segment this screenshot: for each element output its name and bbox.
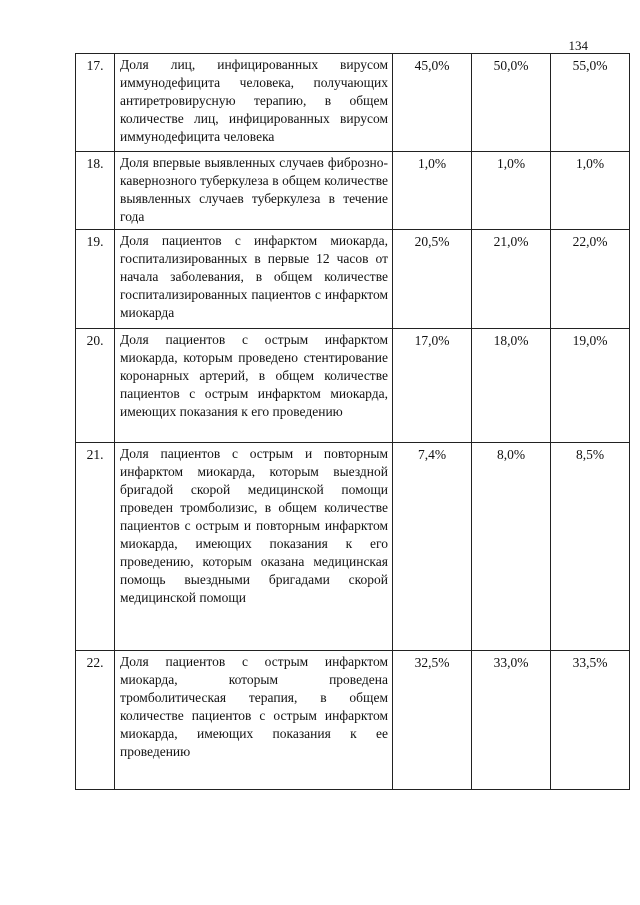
row-description bbox=[115, 329, 393, 443]
value-col-3: 33,5% bbox=[551, 651, 630, 790]
row-description-text: Доля пациентов с острым инфарктом миокарда, которым проведена тромболитическая терапия, в общем количестве пациентов с острым инфарктом миокарда, имеющих показания к ее проведению bbox=[120, 654, 388, 759]
value-col-3: 8,5% bbox=[551, 443, 630, 651]
table-row bbox=[76, 152, 630, 230]
row-description bbox=[115, 651, 393, 790]
value-col-3: 19,0% bbox=[551, 329, 630, 443]
value-col-2: 18,0% bbox=[472, 329, 551, 443]
row-description bbox=[115, 54, 393, 152]
row-number: 19. bbox=[76, 230, 115, 329]
value-col-2: 33,0% bbox=[472, 651, 551, 790]
table-row bbox=[76, 651, 630, 790]
row-description-text: Доля пациентов с острым и повторным инфарктом миокарда, которым выездной бригадой скорой медицинской помощи проведен тромболизис, в общем количестве пациентов с острым и повторным инфарктом миокарда, имеющих показания к его проведению, которым оказана медицинская помощь выездными бригадами скорой медицинской помощи bbox=[120, 446, 388, 605]
row-description bbox=[115, 443, 393, 651]
value-col-3: 1,0% bbox=[551, 152, 630, 230]
row-description-text: Доля пациентов с инфарктом миокарда, госпитализированных в первые 12 часов от начала заболевания, в общем количестве госпитализированных пациентов с инфарктом миокарда bbox=[120, 233, 388, 320]
value-col-1: 17,0% bbox=[393, 329, 472, 443]
row-description-text: Доля пациентов с острым инфарктом миокарда, которым проведено стентирование коронарных артерий, в общем количестве пациентов с острым инфарктом миокарда, имеющих показания к его проведению bbox=[120, 332, 388, 419]
value-col-3: 55,0% bbox=[551, 54, 630, 152]
row-description-text: Доля впервые выявленных случаев фиброзно-кавернозного туберкулеза в общем количестве выявленных случаев туберкулеза в течение года bbox=[120, 155, 388, 224]
page-number: 134 bbox=[568, 38, 588, 53]
value-col-2: 8,0% bbox=[472, 443, 551, 651]
table-row bbox=[76, 230, 630, 329]
value-col-3: 22,0% bbox=[551, 230, 630, 329]
value-col-1: 45,0% bbox=[393, 54, 472, 152]
value-col-1: 7,4% bbox=[393, 443, 472, 651]
table-row bbox=[76, 443, 630, 651]
value-col-2: 50,0% bbox=[472, 54, 551, 152]
row-number: 17. bbox=[76, 54, 115, 152]
value-col-2: 1,0% bbox=[472, 152, 551, 230]
row-description-text: Доля лиц, инфицированных вирусом иммунодефицита человека, получающих антиретровирусную терапию, в общем количестве лиц, инфицированных вирусом иммунодефицита человека bbox=[120, 57, 388, 144]
indicators-table bbox=[75, 53, 630, 790]
row-number: 21. bbox=[76, 443, 115, 651]
row-description bbox=[115, 230, 393, 329]
row-number: 18. bbox=[76, 152, 115, 230]
row-number: 22. bbox=[76, 651, 115, 790]
table-row bbox=[76, 54, 630, 152]
row-number: 20. bbox=[76, 329, 115, 443]
value-col-1: 32,5% bbox=[393, 651, 472, 790]
row-description bbox=[115, 152, 393, 230]
value-col-1: 1,0% bbox=[393, 152, 472, 230]
value-col-2: 21,0% bbox=[472, 230, 551, 329]
table-row bbox=[76, 329, 630, 443]
value-col-1: 20,5% bbox=[393, 230, 472, 329]
